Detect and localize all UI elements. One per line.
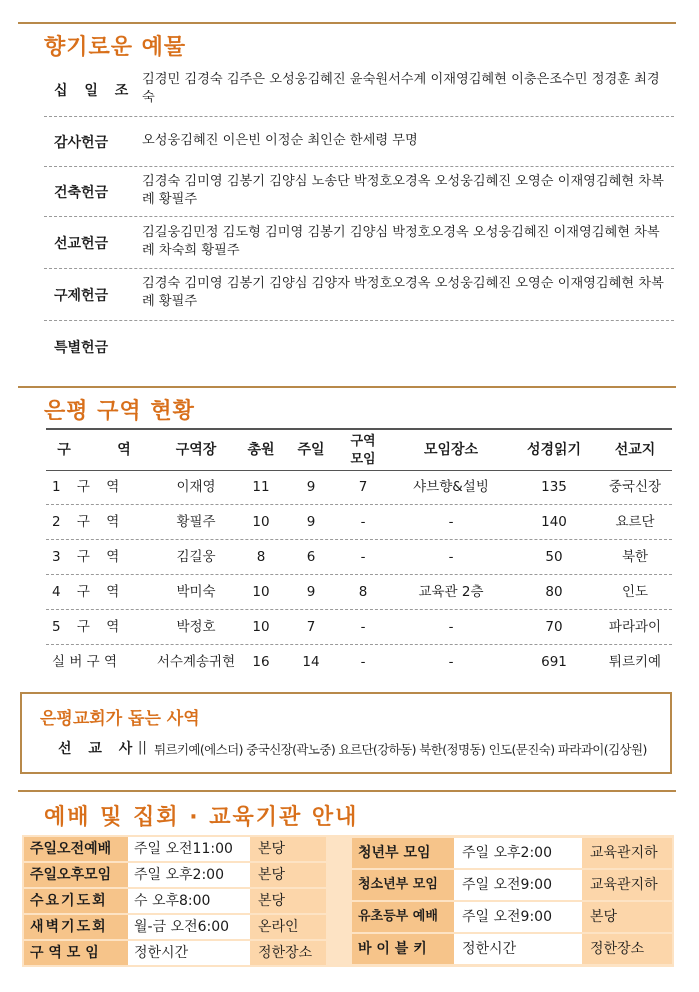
district-total: 8 [256,549,266,565]
district-sunday: 9 [306,479,316,495]
schedule-time: 정한시간 [454,934,582,964]
district-sunday: 14 [302,654,320,670]
district-missionary: 중국신장 [608,479,662,495]
district-leader: 박정호 [176,619,216,635]
district-bible: 70 [545,619,563,635]
district-name: 3 구 역 [52,549,120,565]
district-place: - [448,654,454,670]
mission-box [20,692,672,774]
district-bible: 691 [541,654,567,670]
district-place: - [448,549,454,565]
district-sunday: 6 [306,549,316,565]
district-sunday: 9 [306,514,316,530]
schedule-place: 본당 [250,889,326,913]
schedule-name: 청년부 모임 [352,838,454,868]
district-missionary: 북한 [621,549,649,565]
table-row [46,575,672,610]
district-name: 2 구 역 [52,514,120,530]
district-leader: 김길웅 [176,549,216,565]
col-total: 총원 [247,442,275,458]
district-meeting: 8 [358,584,368,600]
mission-separator: || [138,740,147,755]
district-missionary: 파라과이 [608,619,662,635]
table-row [46,540,672,575]
col-sunday: 주일 [297,442,325,458]
schedule-place: 본당 [250,837,326,861]
offering-row-building [44,166,674,217]
district-missionary: 인도 [621,584,649,600]
district-meeting: - [360,549,366,565]
offerings-title: 향기로운 예물 [44,35,187,60]
mission-title: 은평교회가 돕는 사역 [40,709,200,729]
offerings-top-rule [18,22,676,24]
schedule-time: 주일 오전11:00 [128,837,250,861]
schedule-top-rule [18,790,676,792]
district-sunday: 9 [306,584,316,600]
district-name: 5 구 역 [52,619,120,635]
schedule-time: 정한시간 [128,941,250,965]
offering-label: 구제헌금 [54,288,109,304]
offering-label: 특별헌금 [54,340,109,356]
schedule-name: 바 이 블 키 [352,934,454,964]
offering-label: 건축헌금 [54,185,109,201]
district-place: 샤브향&설빙 [413,479,489,495]
district-meeting: - [360,619,366,635]
district-total: 16 [252,654,270,670]
table-row [46,470,672,505]
district-total: 10 [252,619,270,635]
offering-row-mission [44,216,674,269]
schedule-name: 수요기도회 [24,889,128,913]
district-missionary: 요르단 [615,514,655,530]
district-leader: 황필주 [176,514,216,530]
offering-label: 선교헌금 [54,236,109,252]
schedule-name: 주일오전예배 [24,837,128,861]
offering-row-special [44,320,674,368]
district-meeting: 7 [358,479,368,495]
offering-row-thanks [44,116,674,167]
schedule-time: 월-금 오전6:00 [128,915,250,939]
col-meeting-line1: 구역 [350,434,376,449]
col-missionary: 선교지 [614,442,656,458]
district-leader: 박미숙 [176,584,216,600]
district-missionary: 튀르키예 [608,654,662,670]
district-total: 10 [252,514,270,530]
schedule-place: 교육관지하 [582,870,672,900]
offering-names: 김경숙 김미영 김봉기 김양심 김양자 박정호오경옥 오성웅김혜진 오영순 이재영김혜현 차복례 황필주 [142,276,664,309]
schedule-place: 정한장소 [582,934,672,964]
mission-list: 튀르키예(에스더) 중국신장(곽노중) 요르단(강하동) 북한(정명동) 인도(문진숙) 파라과이(김상원) [154,742,647,757]
offering-names: 오성웅김혜진 이은빈 이정순 최인순 한세령 무명 [142,133,418,148]
schedule-time: 주일 오전9:00 [454,870,582,900]
schedule-name: 유초등부 예배 [352,902,454,932]
district-bible: 135 [541,479,567,495]
district-total: 11 [252,479,270,495]
col-place: 모임장소 [423,442,479,458]
schedule-name: 구 역 모 임 [24,941,128,965]
table-row [46,610,672,645]
district-name: 4 구 역 [52,584,120,600]
offering-row-relief [44,268,674,321]
col-meeting-line2: 모임 [350,452,376,467]
schedule-place: 온라인 [250,915,326,939]
table-row [46,505,672,540]
offering-row-tithe [44,66,674,117]
district-place: - [448,619,454,635]
schedule-time: 주일 오전9:00 [454,902,582,932]
district-name: 1 구 역 [52,479,120,495]
offering-names: 김길웅김민정 김도형 김미영 김봉기 김양심 박정호오경옥 오성웅김혜진 이재영김혜현 차복례 차숙희 황필주 [142,225,660,258]
district-bible: 80 [545,584,563,600]
schedule-time: 주일 오후2:00 [128,863,250,887]
district-place: - [448,514,454,530]
schedule-name: 새벽기도회 [24,915,128,939]
district-bible: 50 [545,549,563,565]
district-sunday: 7 [306,619,316,635]
schedule-place: 정한장소 [250,941,326,965]
col-gu: 구 [57,442,71,458]
district-place: 교육관 2층 [418,584,484,600]
col-bible: 성경읽기 [526,442,582,458]
district-bible: 140 [541,514,567,530]
districts-title: 은평 구역 현황 [44,399,195,424]
schedule-time: 수 오후8:00 [128,889,250,913]
district-name: 실 버 구 역 [52,654,118,670]
schedule-name: 청소년부 모임 [352,870,454,900]
offering-label: 십 일 조 [54,83,135,99]
mission-label: 선 교 사 [58,741,139,757]
schedule-place: 본당 [250,863,326,887]
schedule-name: 주일오후모임 [24,863,128,887]
district-total: 10 [252,584,270,600]
schedule-place: 교육관지하 [582,838,672,868]
districts-top-rule [18,386,676,388]
col-leader: 구역장 [175,442,217,458]
schedule-place: 본당 [582,902,672,932]
offering-names: 김경민 김경숙 김주은 오성웅김혜진 윤숙원서수계 이재영김혜현 이충은조수민 정경훈 최경숙 [142,72,660,105]
district-table-header [46,428,672,470]
table-row [46,645,672,679]
district-meeting: - [360,514,366,530]
district-leader: 서수계송귀현 [156,654,236,670]
col-yeok: 역 [117,442,131,458]
schedule-time: 주일 오후2:00 [454,838,582,868]
district-leader: 이재영 [176,479,216,495]
schedule-title: 예배 및 집회 · 교육기관 안내 [44,805,359,830]
district-meeting: - [360,654,366,670]
offering-label: 감사헌금 [54,135,109,151]
offering-names: 김경숙 김미영 김봉기 김양심 노송단 박정호오경옥 오성웅김혜진 오영순 이재영김혜현 차복례 황필주 [142,174,664,207]
